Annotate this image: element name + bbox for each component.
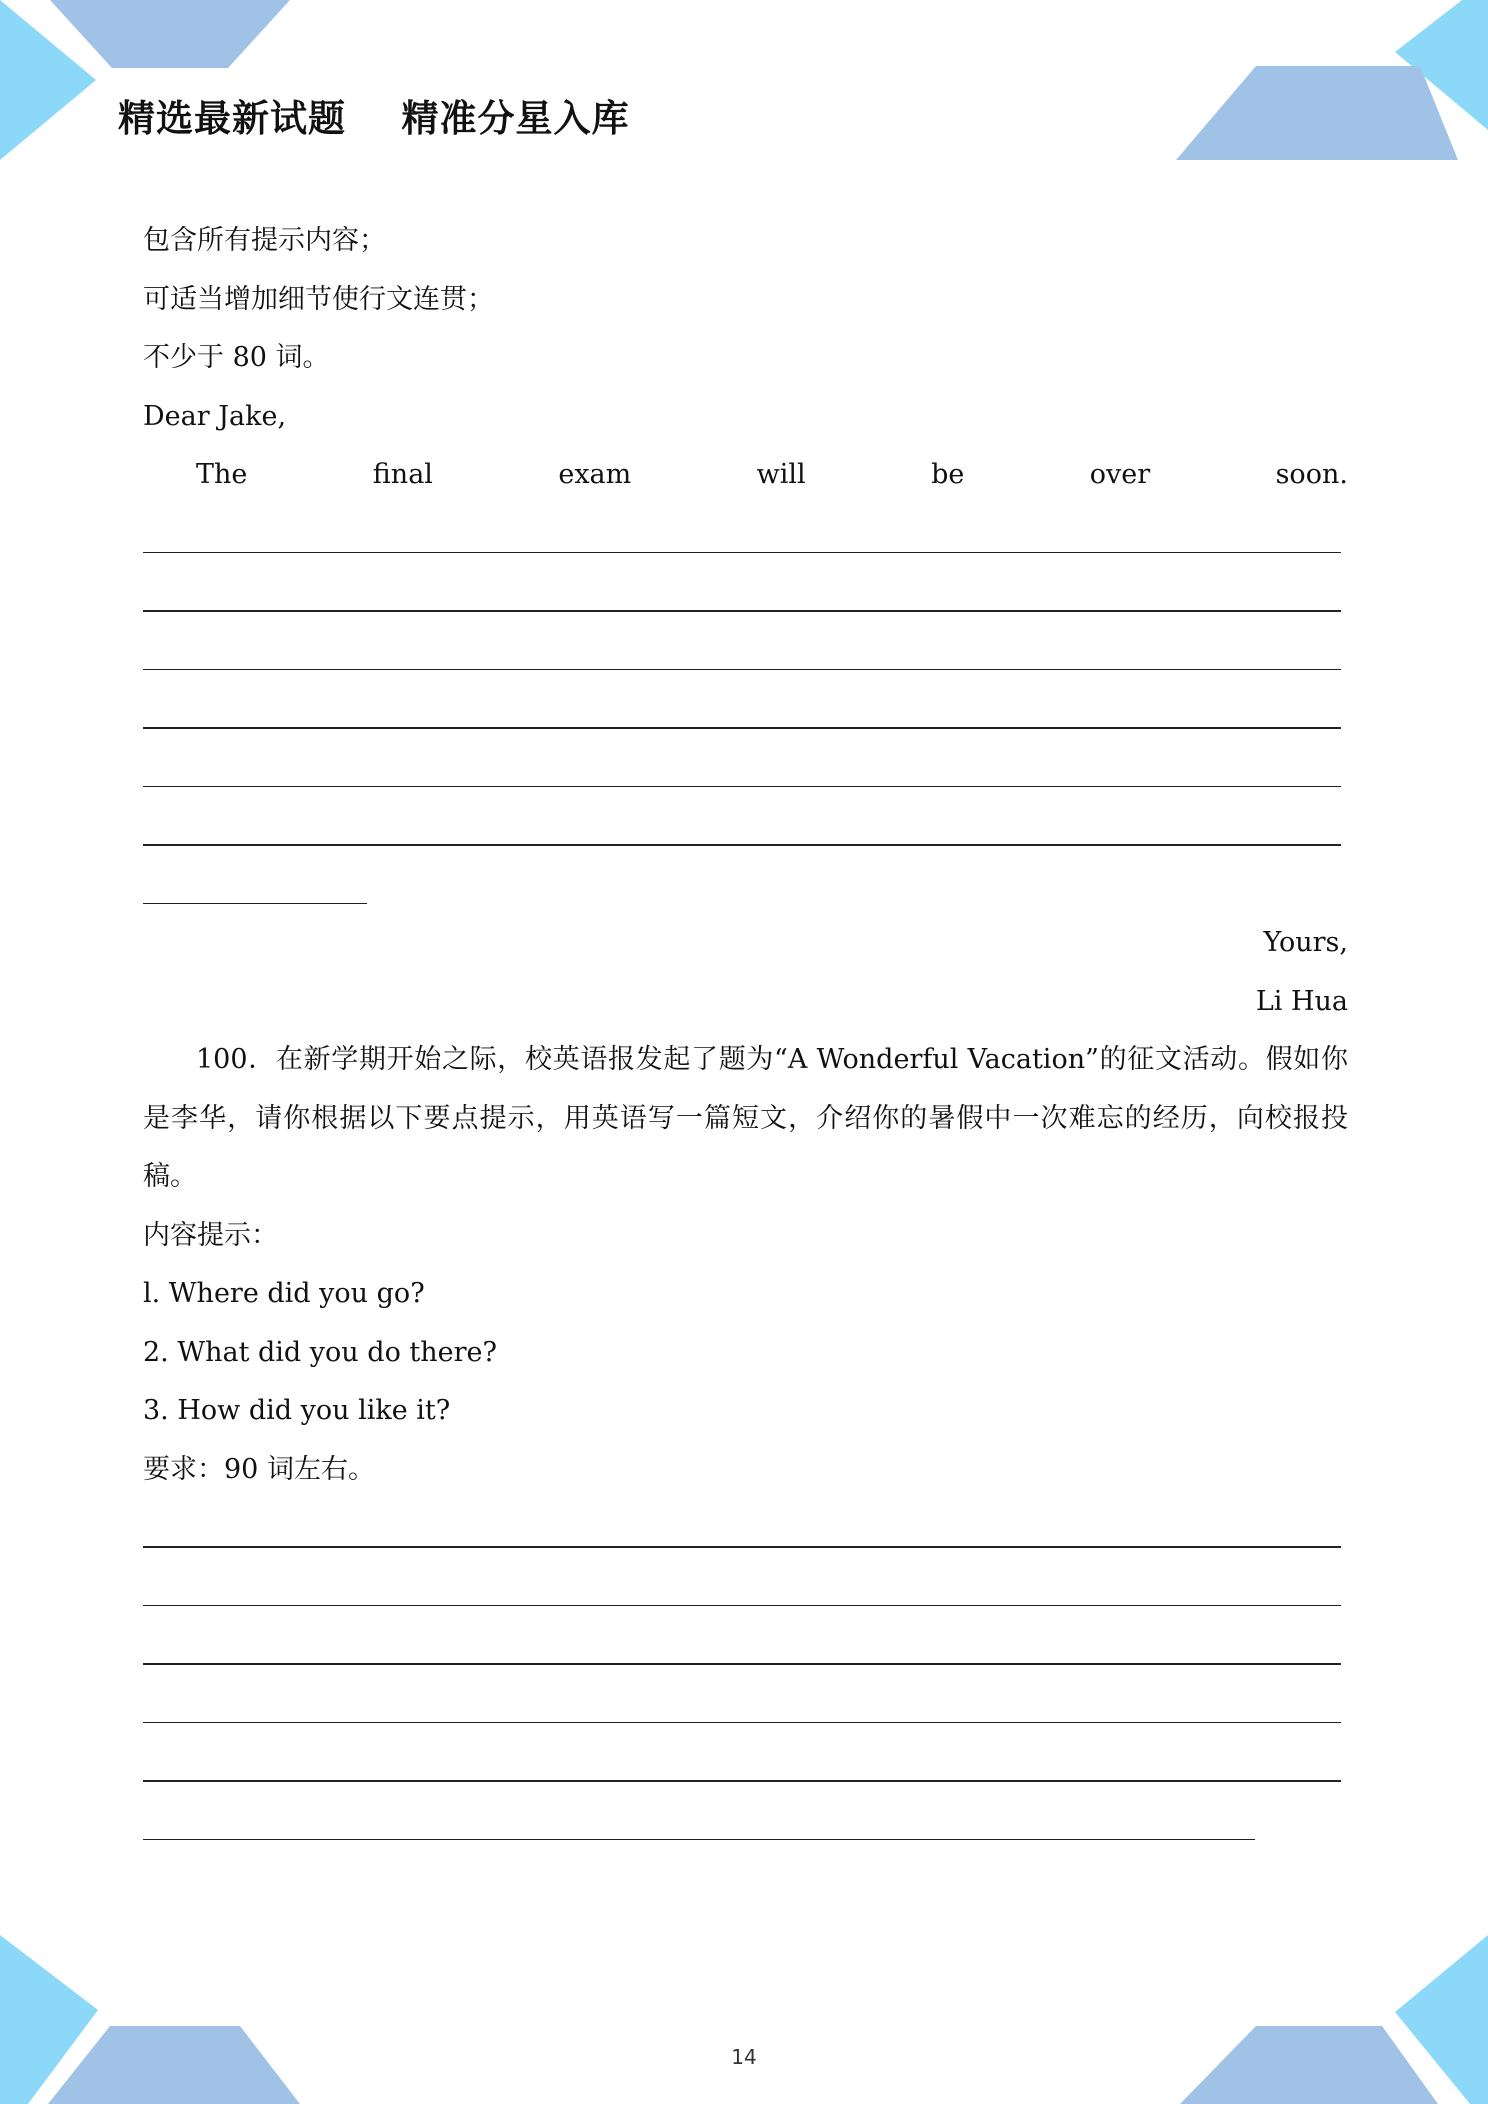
answer-blank-line[interactable] bbox=[143, 739, 1348, 798]
opening-word: exam bbox=[558, 459, 632, 490]
question-number: 100． bbox=[196, 1044, 276, 1075]
opening-word: final bbox=[372, 459, 433, 490]
question-100-prompt bbox=[143, 1031, 1348, 1207]
hint-item: l. Where did you go? bbox=[143, 1278, 425, 1309]
answer-blank-line[interactable] bbox=[143, 1558, 1348, 1617]
opening-word: The bbox=[196, 459, 248, 490]
answer-blank-line[interactable] bbox=[143, 680, 1348, 739]
word-count-requirement: 要求：90 词左右。 bbox=[143, 1453, 375, 1485]
opening-word: be bbox=[931, 459, 965, 490]
answer-blank-line-short[interactable] bbox=[143, 856, 1348, 915]
letter-salutation: Dear Jake, bbox=[143, 400, 287, 432]
requirement-line: 包含所有提示内容； bbox=[143, 225, 386, 256]
answer-blank-line[interactable] bbox=[143, 1499, 1348, 1558]
answer-blank-line[interactable] bbox=[143, 1733, 1348, 1792]
answer-blank-line[interactable] bbox=[143, 505, 1348, 564]
letter-signature: Li Hua bbox=[1255, 985, 1348, 1017]
letter-closing: Yours, bbox=[1263, 927, 1348, 958]
header-title: 精选最新试题 精准分星入库 bbox=[118, 97, 630, 140]
requirement-line: 可适当增加细节使行文连贯； bbox=[143, 283, 494, 315]
opening-word: will bbox=[756, 459, 806, 490]
answer-blank-line[interactable] bbox=[143, 563, 1348, 622]
answer-blank-line[interactable] bbox=[143, 797, 1348, 856]
answer-blank-line[interactable] bbox=[143, 622, 1348, 681]
page-number: 14 bbox=[731, 2045, 757, 2069]
answer-blank-line[interactable] bbox=[143, 1675, 1348, 1734]
requirement-line: 不少于 80 词。 bbox=[143, 342, 330, 373]
hint-item: 2. What did you do there? bbox=[143, 1336, 497, 1368]
answer-blank-line[interactable] bbox=[143, 1616, 1348, 1675]
letter-opening-line bbox=[143, 446, 1348, 505]
answer-blank-line[interactable] bbox=[143, 1792, 1348, 1851]
hints-label: 内容提示： bbox=[143, 1219, 278, 1251]
hint-item: 3. How did you like it? bbox=[143, 1395, 451, 1426]
question-prompt-text: 在新学期开始之际，校英语报发起了题为“A Wonderful Vacation”的征文活动。假如你是李华，请你根据以下要点提示，用英语写一篇短文，介绍你的暑假中一次难忘的经历，向校报投稿。 bbox=[143, 1044, 1348, 1192]
deco-top-left-trapezoid bbox=[50, 0, 290, 68]
page-content bbox=[143, 212, 1348, 1850]
deco-top-right-trapezoid bbox=[1176, 66, 1458, 160]
opening-word: over bbox=[1089, 459, 1151, 490]
opening-word: soon. bbox=[1275, 459, 1348, 490]
